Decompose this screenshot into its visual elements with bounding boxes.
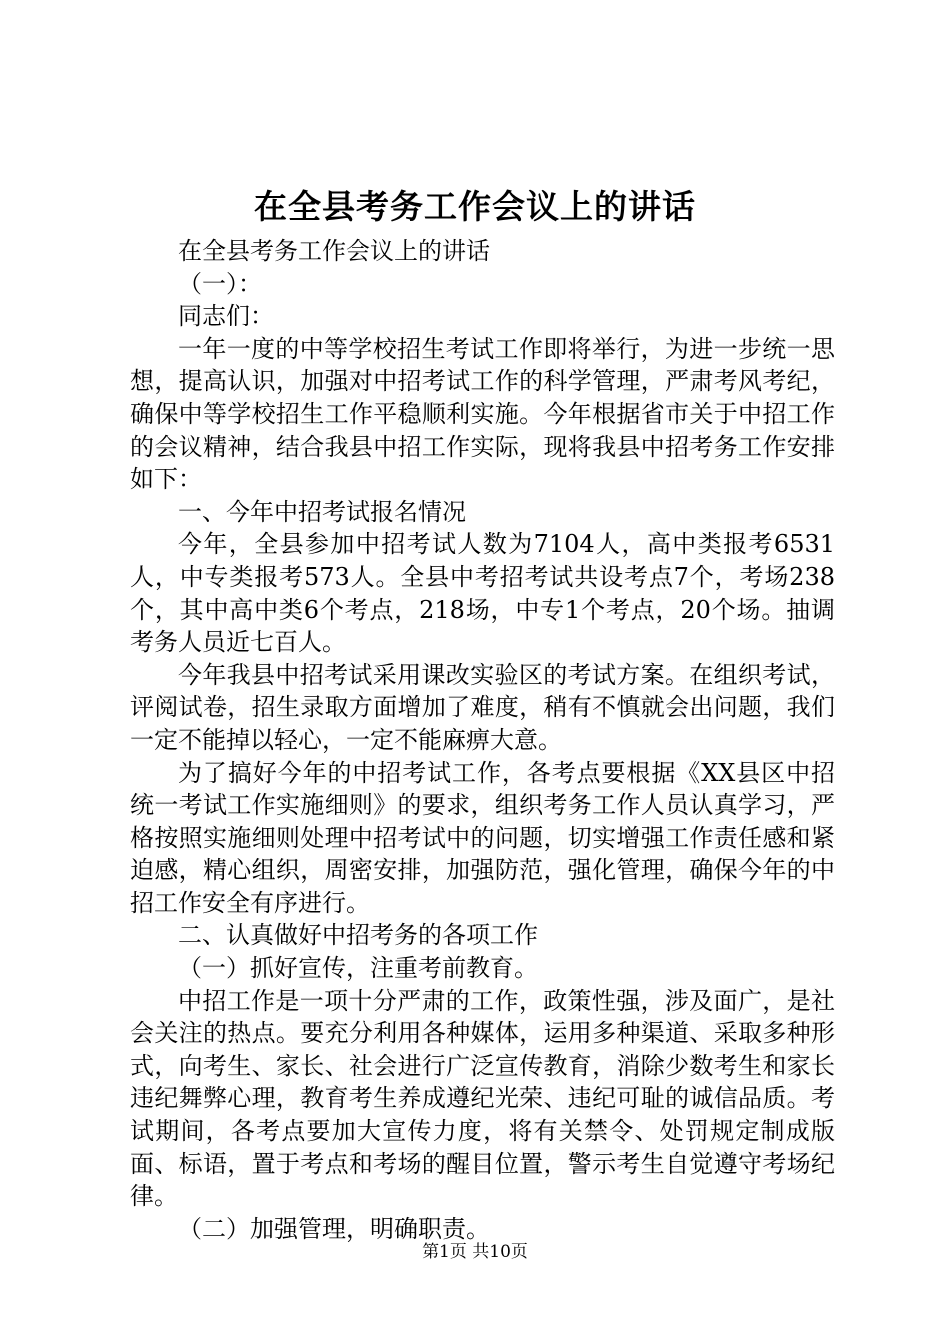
document-body — [130, 235, 835, 1245]
document-title: 在全县考务工作会议上的讲话 — [254, 187, 696, 226]
paragraph-exam-plan: 今年我县中招考试采用课改实验区的考试方案。在组织考试，评阅试卷，招生录取方面增加了难度，稍有不慎就会出问题，我们一定不能掉以轻心，一定不能麻痹大意。 — [130, 660, 835, 754]
paragraph-heading-1: 一、今年中招考试报名情况 — [178, 497, 466, 526]
paragraph-heading-2: 二、认真做好中招考务的各项工作 — [178, 921, 538, 950]
paragraph-requirements: 为了搞好今年的中招考试工作，各考点要根据《XX县区中招统一考试工作实施细则》的要求，组织考务工作人员认真学习，严格按照实施细则处理中招考试中的问题，切实增强工作责任感和紧迫感，精心组织，周密安排，加强防范，强化管理，确保今年的中招工作安全有序进行。 — [130, 758, 835, 917]
paragraph-publicity: 中招工作是一项十分严肃的工作，政策性强，涉及面广，是社会关注的热点。要充分利用各种媒体，运用多种渠道、采取多种形式，向考生、家长、社会进行广泛宣传教育，消除少数考生和家长违纪舞弊心理，教育考生养成遵纪光荣、违纪可耻的诚信品质。考试期间，各考点要加大宣传力度，将有关禁令、处罚规定制成版面、标语，置于考点和考场的醒目位置，警示考生自觉遵守考场纪律。 — [130, 986, 835, 1211]
paragraph-intro: 一年一度的中等学校招生考试工作即将举行，为进一步统一思想，提高认识，加强对中招考试工作的科学管理，严肃考风考纪，确保中等学校招生工作平稳顺利实施。今年根据省市关于中招工作的会议精神，结合我县中招工作实际，现将我县中招考务工作安排如下： — [130, 334, 835, 494]
paragraph-subtitle: 在全县考务工作会议上的讲话 — [178, 237, 490, 265]
paragraph-salutation: 同志们： — [178, 302, 274, 331]
page-footer: 第1页 共10页 — [422, 1242, 528, 1262]
paragraph-subheading-2: （二）加强管理，明确职责。 — [178, 1214, 490, 1243]
paragraph-registration-stats: 今年，全县参加中招考试人数为7104人，高中类报考6531人，中专类报考573人。全县中考招考试共设考点7个，考场238个，其中高中类6个考点，218场，中专1个考点，20个场。抽调考务人员近七百人。 — [130, 530, 835, 657]
paragraph-subheading-1: （一）抓好宣传，注重考前教育。 — [178, 954, 538, 983]
paragraph-section-marker: （一）： — [178, 269, 262, 298]
